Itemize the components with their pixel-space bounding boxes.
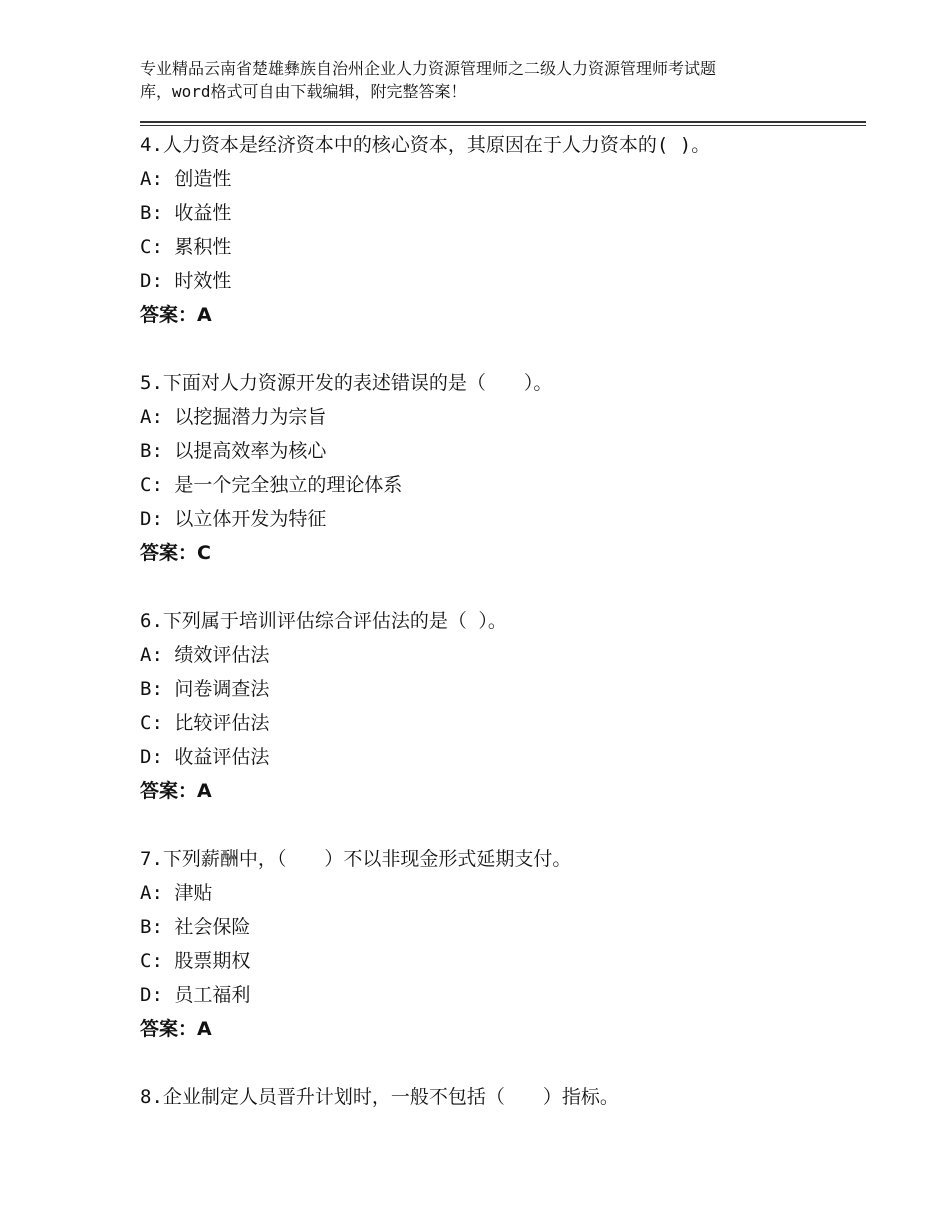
header-divider-thick	[140, 121, 866, 123]
question-7	[140, 842, 866, 1046]
question-5	[140, 366, 866, 570]
option-a: A: 以挖掘潜力为宗旨	[140, 406, 327, 428]
option-d: D: 时效性	[140, 270, 232, 292]
option-c: C: 股票期权	[140, 950, 251, 972]
option-d: D: 员工福利	[140, 984, 251, 1006]
option-b: B: 收益性	[140, 202, 232, 224]
option-c: C: 是一个完全独立的理论体系	[140, 474, 403, 496]
question-4	[140, 128, 866, 332]
option-a: A: 津贴	[140, 882, 213, 904]
header-line-2: 库，word格式可自由下载编辑，附完整答案！	[140, 82, 467, 101]
option-d: D: 收益评估法	[140, 746, 270, 768]
option-b: B: 以提高效率为核心	[140, 440, 327, 462]
option-b: B: 问卷调查法	[140, 678, 270, 700]
question-text: 5.下面对人力资源开发的表述错误的是（ ）。	[140, 372, 553, 394]
header-divider-thin	[140, 125, 866, 126]
option-c: C: 累积性	[140, 236, 232, 258]
question-text: 4.人力资本是经济资本中的核心资本，其原因在于人力资本的( )。	[140, 134, 711, 156]
answer: 答案：A	[140, 780, 212, 802]
option-a: A: 绩效评估法	[140, 644, 270, 666]
question-text: 7.下列薪酬中，（ ）不以非现金形式延期支付。	[140, 848, 572, 870]
document-header	[140, 57, 830, 103]
answer: 答案：A	[140, 1018, 212, 1040]
answer: 答案：C	[140, 542, 211, 564]
question-text: 6.下列属于培训评估综合评估法的是（ ）。	[140, 610, 507, 632]
question-6	[140, 604, 866, 808]
question-8	[140, 1080, 866, 1114]
option-b: B: 社会保险	[140, 916, 251, 938]
answer: 答案：A	[140, 304, 212, 326]
option-a: A: 创造性	[140, 168, 232, 190]
question-text: 8.企业制定人员晋升计划时，一般不包括（ ）指标。	[140, 1086, 619, 1108]
option-d: D: 以立体开发为特征	[140, 508, 327, 530]
option-c: C: 比较评估法	[140, 712, 270, 734]
question-list	[140, 128, 866, 1148]
header-line-1: 专业精品云南省楚雄彝族自治州企业人力资源管理师之二级人力资源管理师考试题	[140, 59, 717, 78]
